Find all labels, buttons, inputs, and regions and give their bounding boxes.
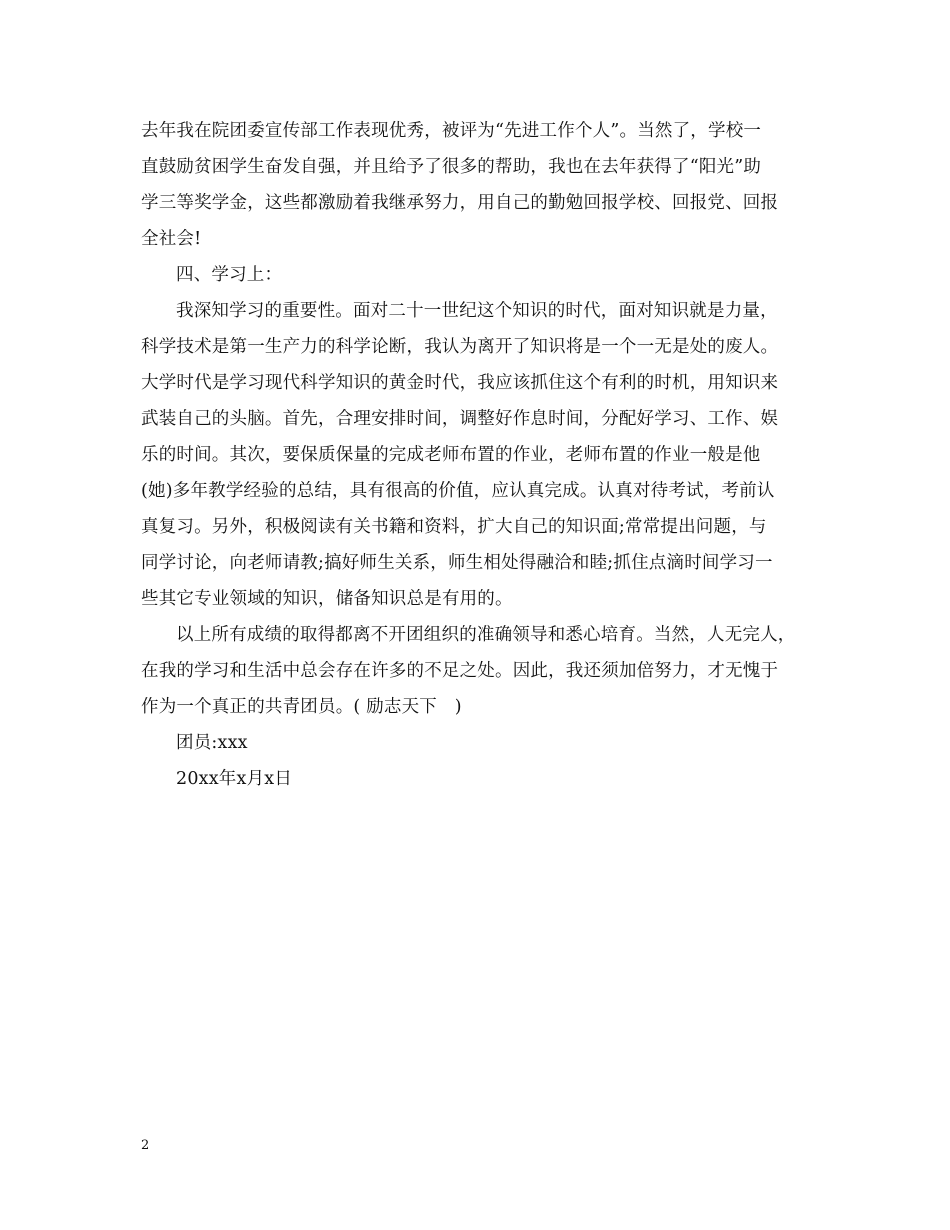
body-line: 全社会! [141, 229, 202, 249]
signature-line: 团员:xxx [176, 733, 248, 753]
date-line: 20xx年x月x日 [176, 769, 293, 789]
body-line: 去年我在院团委宣传部工作表现优秀，被评为“先进工作个人”。当然了，学校一 [141, 121, 762, 141]
body-line: 同学讨论，向老师请教;搞好师生关系，师生相处得融洽和睦;抓住点滴时间学习一 [141, 553, 773, 573]
section-heading: 四、学习上： [176, 265, 283, 285]
body-line: 作为一个真正的共青团员。( 励志天下 ) [141, 697, 462, 717]
body-line: 乐的时间。其次，要保质保量的完成老师布置的作业，老师布置的作业一般是他 [141, 445, 761, 465]
body-line: 以上所有成绩的取得都离不开团组织的准确领导和悉心培育。当然，人无完人， [176, 625, 796, 645]
body-line: 真复习。另外，积极阅读有关书籍和资料，扩大自己的知识面;常常提出问题，与 [141, 517, 767, 537]
body-line: 直鼓励贫困学生奋发自强，并且给予了很多的帮助，我也在去年获得了“阳光”助 [141, 157, 762, 177]
body-line: 大学时代是学习现代科学知识的黄金时代，我应该抓住这个有利的时机，用知识来 [141, 373, 779, 393]
body-line: 学三等奖学金，这些都激励着我继承努力，用自己的勤勉回报学校、回报党、回报 [141, 193, 779, 213]
page-number: 2 [141, 1138, 150, 1153]
body-line: 我深知学习的重要性。面对二十一世纪这个知识的时代，面对知识就是力量， [176, 301, 778, 321]
body-line: 些其它专业领域的知识，储备知识总是有用的。 [141, 589, 513, 609]
body-line: 科学技术是第一生产力的科学论断，我认为离开了知识将是一个一无是处的废人。 [141, 337, 779, 357]
body-line: 武装自己的头脑。首先，合理安排时间，调整好作息时间，分配好学习、工作、娱 [141, 409, 779, 429]
body-line: 在我的学习和生活中总会存在许多的不足之处。因此，我还须加倍努力，才无愧于 [141, 661, 779, 681]
body-line: (她)多年教学经验的总结，具有很高的价值，应认真完成。认真对待考试，考前认 [141, 481, 775, 501]
